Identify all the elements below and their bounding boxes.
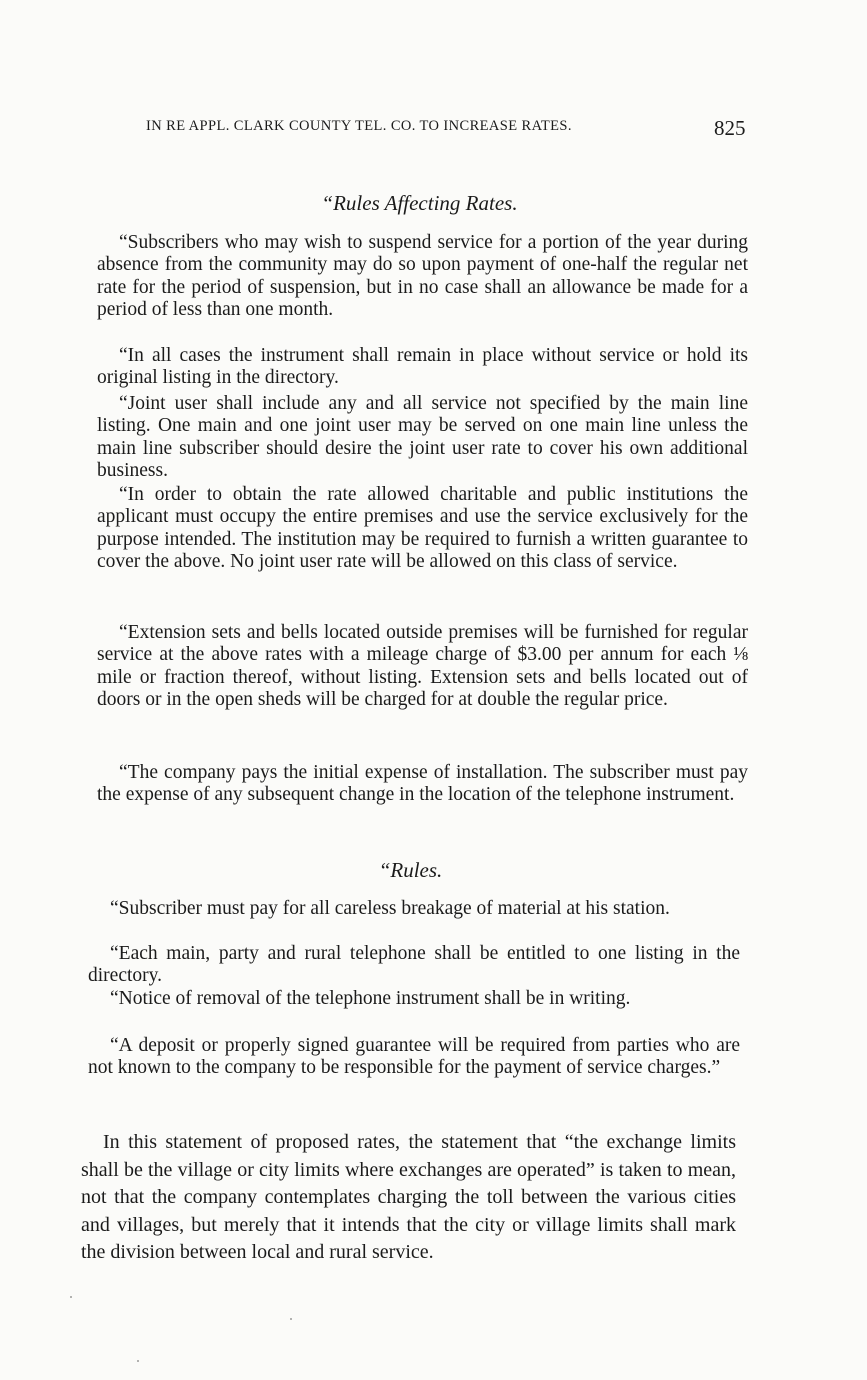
paper-speck [137,1360,139,1362]
rates-paragraph-suspend-service: “Subscribers who may wish to suspend service for a portion of the year during absence from the community may do so upon payment of one-half the regular net rate for the period of suspension, but in no case shall an allowance be made for a period of less than one month. [97,232,748,321]
page-number: 825 [714,116,746,140]
section-heading-rules-affecting-rates: “Rules Affecting Rates. [321,191,518,215]
running-header [0,116,867,142]
section-heading-rules: “Rules. [378,858,443,882]
rates-paragraph-charitable-institutions: “In order to obtain the rate allowed charitable and public institutions the applicant must occupy the entire premises and use the service exclusively for the purpose intended. The institution may be required to furnish a written guarantee to cover the above. No joint user rate will be allowed on this class of service. [97,484,748,573]
rules-paragraph-directory-listing: “Each main, party and rural telephone shall be entitled to one listing in the directory. [88,943,740,987]
paper-speck [70,1296,72,1298]
rates-paragraph-instrument-in-place: “In all cases the instrument shall remain in place without service or hold its original listing in the directory. [97,345,748,389]
closing-paragraph: In this statement of proposed rates, the statement that “the exchange limits shall be the village or city limits where exchanges are operated” is taken to mean, not that the company contemplates charging the toll between the various cities and villages, but merely that it intends that the city or village limits shall mark the division between local and rural service. [81,1131,736,1264]
rules-paragraph-deposit: “A deposit or properly signed guarantee will be required from parties who are not known to the company to be responsible for the payment of service charges.” [88,1035,740,1079]
rules-paragraph-breakage: “Subscriber must pay for all careless breakage of material at his station. [110,898,670,919]
rules-paragraph-removal-notice: “Notice of removal of the telephone instrument shall be in writing. [110,988,631,1009]
rates-paragraph-joint-user: “Joint user shall include any and all service not specified by the main line listing. One main and one joint user may be served on one main line unless the main line subscriber should desire the joint user rate to cover his own additional business. [97,393,748,482]
running-title: IN RE APPL. CLARK COUNTY TEL. CO. TO INCREASE RATES. [146,118,572,134]
rates-paragraph-installation-expense: “The company pays the initial expense of installation. The subscriber must pay the expense of any subsequent change in the location of the telephone instrument. [97,762,748,806]
paper-speck [290,1318,292,1320]
rates-paragraph-extension-sets: “Extension sets and bells located outside premises will be furnished for regular service at the above rates with a mileage charge of $3.00 per annum for each ⅛ mile or fraction thereof, without listing. Extension sets and bells located out of doors or in the open sheds will be charged for at double the regular price. [97,622,748,711]
